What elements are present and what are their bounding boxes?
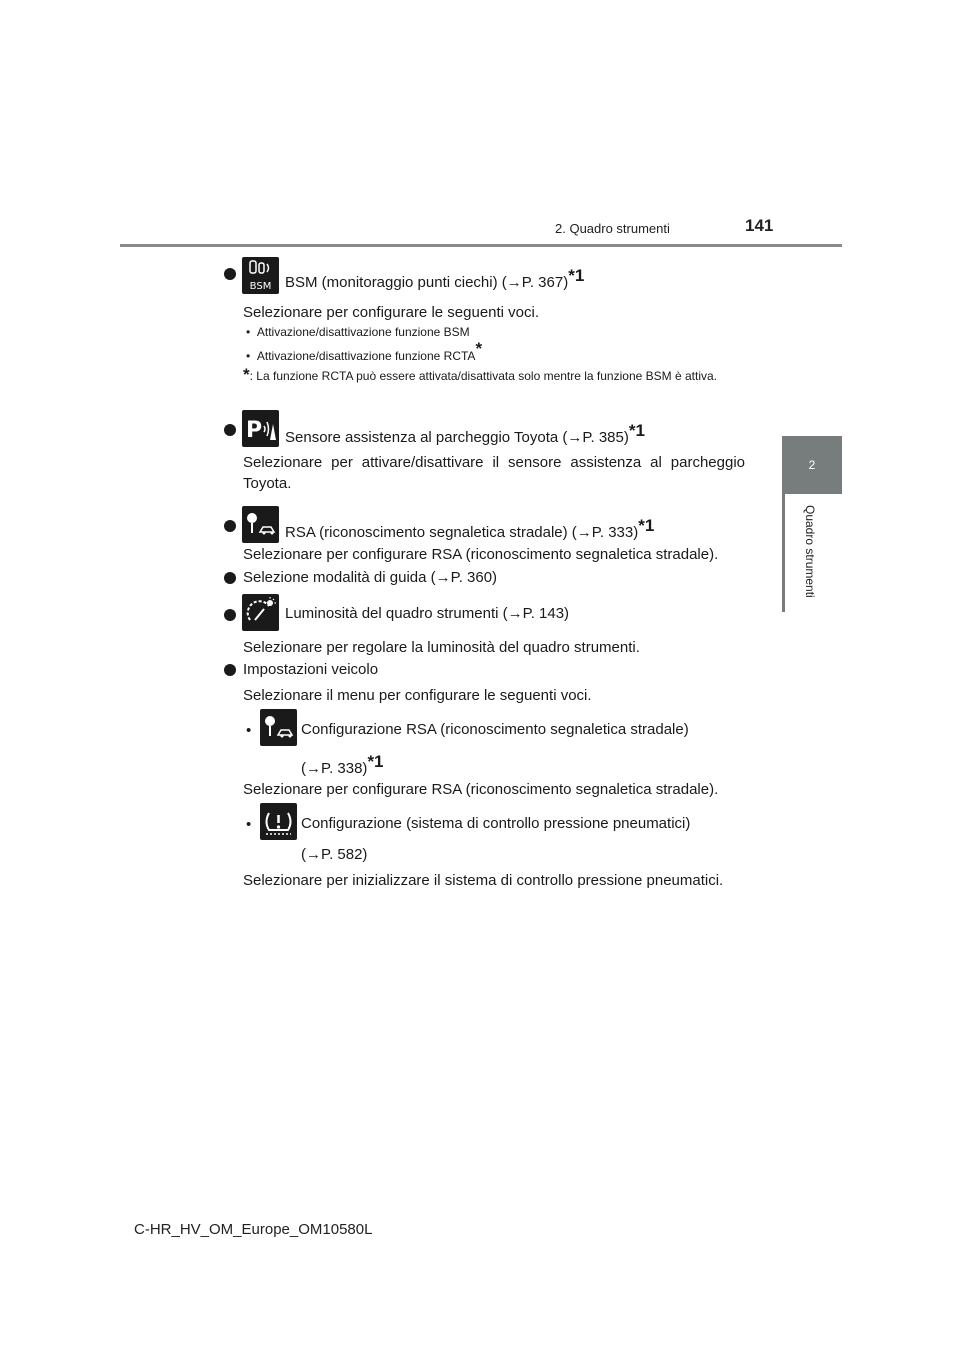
- sub-tire-config-ref: (→ P. 582): [301, 845, 367, 864]
- bullet-marker: [224, 424, 236, 436]
- list-item: • Attivazione/disattivazione funzione BSM: [246, 325, 470, 339]
- chapter-title: Quadro strumenti: [803, 505, 817, 598]
- item-parking-description: Selezionare per attivare/disattivare il sensore assistenza al parcheggio Toyota.: [243, 454, 745, 492]
- parking-sensor-icon: [242, 410, 279, 447]
- item-brightness-title: Luminosità del quadro strumenti (→ P. 143): [285, 604, 569, 623]
- chapter-tab-bar: [782, 494, 785, 612]
- running-header-section: 2. Quadro strumenti: [555, 221, 670, 236]
- sub-rsa-config-ref: (→ P. 338)$^{*1}$: [301, 752, 384, 778]
- bullet-marker: [224, 572, 236, 584]
- item-brightness-description: Selezionare per regolare la luminosità del quadro strumenti.: [243, 639, 640, 656]
- item-vehicle-settings-title: Impostazioni veicolo: [243, 661, 379, 678]
- item-rsa-title: RSA (riconoscimento segnaletica stradale) (→ P. 333)$^{*1}$: [285, 516, 654, 542]
- header-rule: [120, 244, 842, 247]
- page-ref-arrow: [577, 524, 592, 541]
- list-item-marker: •: [246, 816, 252, 833]
- page-ref-arrow: [508, 605, 523, 622]
- bullet-marker: [224, 268, 236, 280]
- bullet-marker: [224, 664, 236, 676]
- bsm-icon: [242, 257, 279, 294]
- page-ref-arrow: [567, 429, 582, 446]
- item-bsm-title: BSM (monitoraggio punti ciechi) (→ P. 367)$^{*1}$: [285, 266, 584, 292]
- chapter-number: 2: [808, 458, 816, 472]
- sub-rsa-config-description: Selezionare per configurare RSA (riconoscimento segnaletica stradale).: [243, 781, 719, 798]
- item-parking-title: Sensore assistenza al parcheggio Toyota (→ P. 385)$^{*1}$: [285, 421, 645, 447]
- rsa-icon: [242, 506, 279, 543]
- item-drive-mode-title: Selezione modalità di guida (→ P. 360): [243, 568, 497, 587]
- page-ref-arrow: [507, 274, 522, 291]
- bullet-marker: [224, 609, 236, 621]
- document-id: C-HR_HV_OM_Europe_OM10580L: [134, 1221, 373, 1238]
- item-bsm-footnote: *: La funzione RCTA può essere attivata/disattivata solo mentre la funzione BSM è attiva.: [243, 365, 717, 384]
- item-rsa-description: Selezionare per configurare RSA (riconoscimento segnaletica stradale).: [243, 546, 719, 563]
- sub-rsa-config-title: Configurazione RSA (riconoscimento segnaletica stradale): [301, 721, 689, 738]
- item-bsm-description: Selezionare per configurare le seguenti voci.: [243, 304, 540, 321]
- list-item-marker: •: [246, 722, 252, 739]
- page-ref-arrow: [306, 846, 321, 863]
- rsa-icon: [260, 709, 297, 746]
- bsm-icon-label: BSM: [249, 281, 272, 292]
- svg-text:P: P: [246, 418, 263, 443]
- sub-tire-config-title: Configurazione (sistema di controllo pressione pneumatici): [301, 815, 691, 832]
- list-item: • Attivazione/disattivazione funzione RCTA*: [246, 339, 483, 363]
- item-vehicle-settings-description: Selezionare il menu per configurare le seguenti voci.: [243, 687, 592, 704]
- page-ref-arrow: [306, 760, 321, 777]
- chapter-tab: [782, 436, 842, 494]
- brightness-icon: [242, 594, 279, 631]
- sub-tire-config-description: Selezionare per inizializzare il sistema di controllo pressione pneumatici.: [243, 872, 724, 889]
- bullet-marker: [224, 520, 236, 532]
- tire-pressure-icon: [260, 803, 297, 840]
- page-ref-arrow: [436, 569, 451, 586]
- page-number: 141: [745, 216, 774, 235]
